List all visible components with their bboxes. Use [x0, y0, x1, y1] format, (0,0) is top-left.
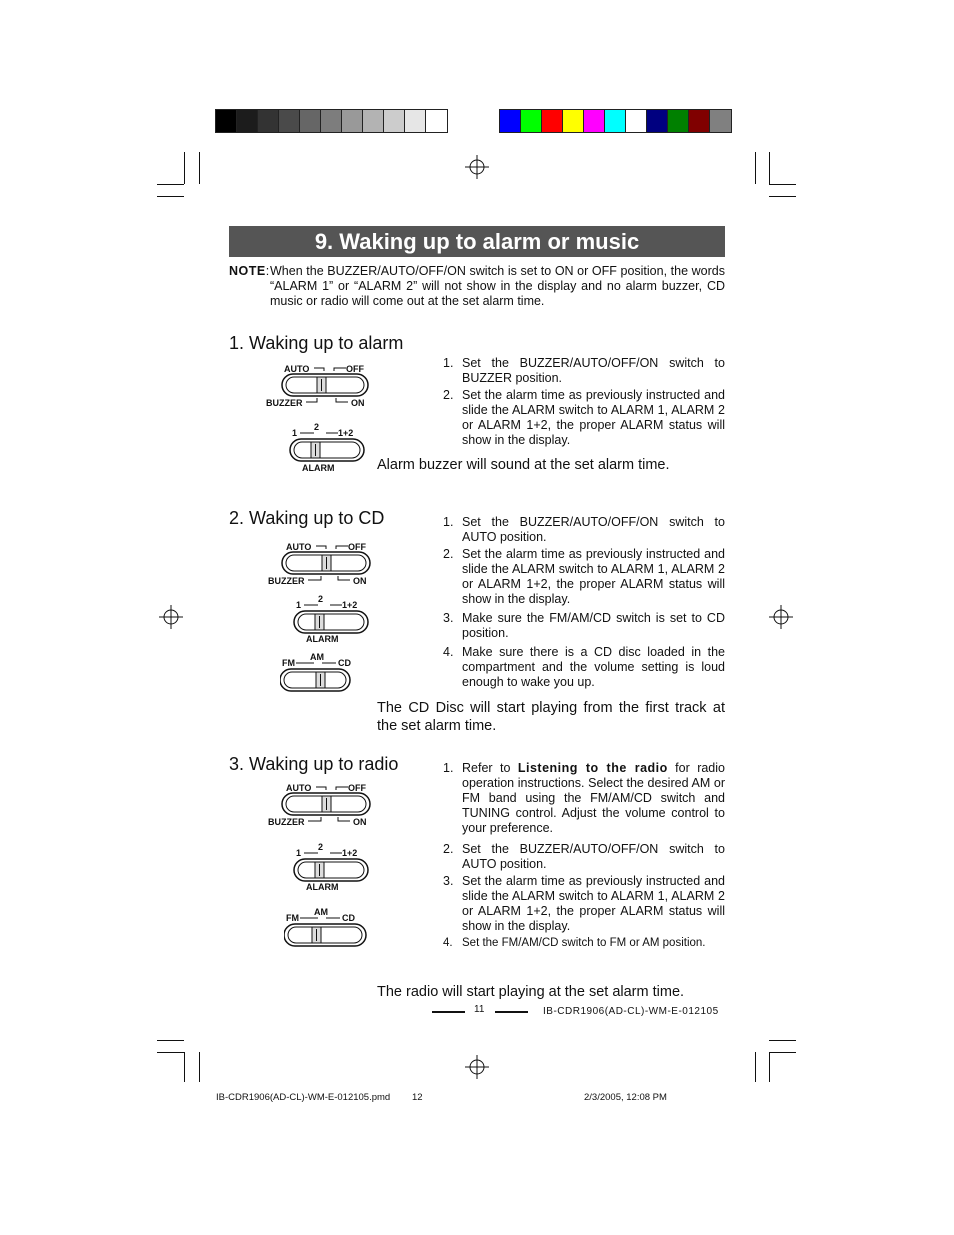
- note: NOTE: When the BUZZER/AUTO/OFF/ON switch is set to ON or OFF position, the words “ALARM 1” or “ALARM 2” will not show in the display and no alarm buzzer, CD music or radio will come out at the set alarm time.: [229, 264, 725, 308]
- alarm-label: ALARM: [302, 463, 335, 473]
- alarm-label-2: 2: [318, 842, 324, 852]
- buzzer-auto-off-on-switch-diagram: [262, 362, 374, 410]
- color-bar: [499, 109, 732, 133]
- color-swatch: [237, 110, 258, 132]
- alarm-label: ALARM: [306, 882, 339, 892]
- crop-mark: [184, 152, 185, 184]
- note-text: When the BUZZER/AUTO/OFF/ON switch is set to ON or OFF position, the words “ALARM 1” or “ALARM 2” will not show in the display and no alarm buzzer, CD music or radio will come out at the set alarm time.: [270, 264, 725, 308]
- slug-page: 12: [412, 1092, 423, 1103]
- band-label-am: AM: [310, 652, 324, 662]
- alarm-label-2: 2: [314, 422, 320, 432]
- registration-target-icon: [465, 1055, 489, 1079]
- list-item: 2. Set the alarm time as previously instructed and slide the ALARM switch to ALARM 1, ALARM 2 or ALARM 1+2, the proper ALARM status will show in the display.: [443, 388, 725, 447]
- section-heading-alarm: 1. Waking up to alarm: [229, 333, 404, 353]
- note-label: NOTE: [229, 264, 266, 278]
- section2-result: The CD Disc will start playing from the first track at the set alarm time.: [377, 700, 725, 734]
- color-swatch: [584, 110, 605, 132]
- section-heading-radio: 3. Waking up to radio: [229, 754, 399, 774]
- color-swatch: [605, 110, 626, 132]
- switch-label-auto: AUTO: [286, 783, 312, 793]
- list-item: 3. Set the alarm time as previously instructed and slide the ALARM switch to ALARM 1, ALARM 2 or ALARM 1+2, the proper ALARM status will show in the display.: [443, 874, 725, 933]
- color-swatch: [342, 110, 363, 132]
- crop-mark: [184, 1052, 185, 1082]
- switch-label-buzzer: BUZZER: [266, 398, 303, 408]
- section2-steps: [443, 515, 725, 692]
- doc-code: IB-CDR1906(AD-CL)-WM-E-012105: [543, 1006, 719, 1017]
- crop-mark: [157, 196, 184, 197]
- switch-label-buzzer: BUZZER: [268, 817, 305, 827]
- crop-mark: [769, 196, 796, 197]
- alarm-switch-diagram: [292, 842, 372, 894]
- buzzer-auto-off-on-switch-diagram: [264, 540, 376, 588]
- band-label-am: AM: [314, 907, 328, 917]
- crop-mark: [769, 1040, 796, 1041]
- page-title: 9. Waking up to alarm or music: [229, 226, 725, 257]
- section1-steps: [443, 356, 725, 450]
- color-swatch: [363, 110, 384, 132]
- color-swatch: [384, 110, 405, 132]
- section3-result: The radio will start playing at the set alarm time.: [377, 984, 685, 1000]
- grayscale-bar: [215, 109, 448, 133]
- color-swatch: [521, 110, 542, 132]
- list-item: 2. Set the alarm time as previously instructed and slide the ALARM switch to ALARM 1, ALARM 2 or ALARM 1+2, the proper ALARM status will show in the display.: [443, 547, 725, 606]
- registration-target-icon: [159, 605, 183, 629]
- switch-label-buzzer: BUZZER: [268, 576, 305, 586]
- crop-mark: [769, 184, 796, 185]
- switch-label-on: ON: [353, 576, 367, 586]
- band-label-cd: CD: [342, 913, 355, 923]
- band-label-fm: FM: [282, 658, 295, 668]
- band-label-fm: FM: [286, 913, 299, 923]
- list-item: 4. Set the FM/AM/CD switch to FM or AM position.: [443, 937, 706, 949]
- color-swatch: [710, 110, 731, 132]
- switch-label-auto: AUTO: [284, 364, 310, 374]
- alarm-label-1: 1: [292, 428, 298, 438]
- switch-label-on: ON: [353, 817, 367, 827]
- registration-target-icon: [769, 605, 793, 629]
- crop-mark: [769, 152, 770, 184]
- color-swatch: [426, 110, 447, 132]
- alarm-label-1plus2: 1+2: [342, 848, 358, 858]
- band-label-cd: CD: [338, 658, 351, 668]
- color-swatch: [500, 110, 521, 132]
- switch-label-on: ON: [351, 398, 365, 408]
- alarm-label-1: 1: [296, 848, 302, 858]
- section-heading-cd: 2. Waking up to CD: [229, 508, 385, 528]
- color-swatch: [668, 110, 689, 132]
- crop-mark: [157, 1052, 184, 1053]
- color-swatch: [279, 110, 300, 132]
- color-swatch: [647, 110, 668, 132]
- registration-target-icon: [465, 155, 489, 179]
- list-item: 1. Refer to Listening to the radio for radio operation instructions. Select the desired AM or FM band using the FM/AM/CD switch and TUNING control. Adjust the volume control to your preference.: [443, 761, 725, 835]
- alarm-switch-diagram: [288, 422, 368, 474]
- alarm-label-1plus2: 1+2: [342, 600, 358, 610]
- crop-mark: [769, 1052, 796, 1053]
- buzzer-auto-off-on-switch-diagram: [264, 781, 376, 829]
- footer-rule: [432, 1011, 465, 1013]
- footer-rule: [495, 1011, 528, 1013]
- page-number: 11: [474, 1004, 485, 1015]
- alarm-switch-diagram: [292, 594, 372, 646]
- slug-date: 2/3/2005, 12:08 PM: [584, 1092, 667, 1103]
- fm-am-cd-switch-diagram: [280, 652, 370, 694]
- alarm-label-2: 2: [318, 594, 324, 604]
- section1-result: Alarm buzzer will sound at the set alarm time.: [377, 457, 670, 473]
- list-item: 2. Set the BUZZER/AUTO/OFF/ON switch to AUTO position.: [443, 842, 725, 871]
- alarm-label-1plus2: 1+2: [338, 428, 354, 438]
- crop-mark: [755, 1052, 756, 1082]
- crop-mark: [157, 184, 184, 185]
- color-swatch: [542, 110, 563, 132]
- switch-label-auto: AUTO: [286, 542, 312, 552]
- color-swatch: [405, 110, 426, 132]
- color-swatch: [258, 110, 279, 132]
- slug-file: IB-CDR1906(AD-CL)-WM-E-012105.pmd: [216, 1092, 391, 1103]
- switch-label-off: OFF: [348, 783, 366, 793]
- section3-steps: [443, 761, 725, 953]
- alarm-label: ALARM: [306, 634, 339, 644]
- switch-label-off: OFF: [348, 542, 366, 552]
- crop-mark: [157, 1040, 184, 1041]
- alarm-label-1: 1: [296, 600, 302, 610]
- list-item: 1. Set the BUZZER/AUTO/OFF/ON switch to AUTO position.: [443, 515, 725, 544]
- color-swatch: [689, 110, 710, 132]
- crop-mark: [199, 1052, 200, 1082]
- color-swatch: [563, 110, 584, 132]
- list-item: 1. Set the BUZZER/AUTO/OFF/ON switch to BUZZER position.: [443, 356, 725, 385]
- crop-mark: [769, 1052, 770, 1082]
- color-swatch: [626, 110, 647, 132]
- list-item: 4. Make sure there is a CD disc loaded in the compartment and the volume setting is loud enough to wake you up.: [443, 645, 725, 689]
- switch-label-off: OFF: [346, 364, 364, 374]
- crop-mark: [755, 152, 756, 184]
- list-item: 3. Make sure the FM/AM/CD switch is set to CD position.: [443, 611, 725, 640]
- crop-mark: [199, 152, 200, 184]
- fm-am-cd-switch-diagram: [284, 907, 374, 949]
- color-swatch: [216, 110, 237, 132]
- color-swatch: [300, 110, 321, 132]
- color-swatch: [321, 110, 342, 132]
